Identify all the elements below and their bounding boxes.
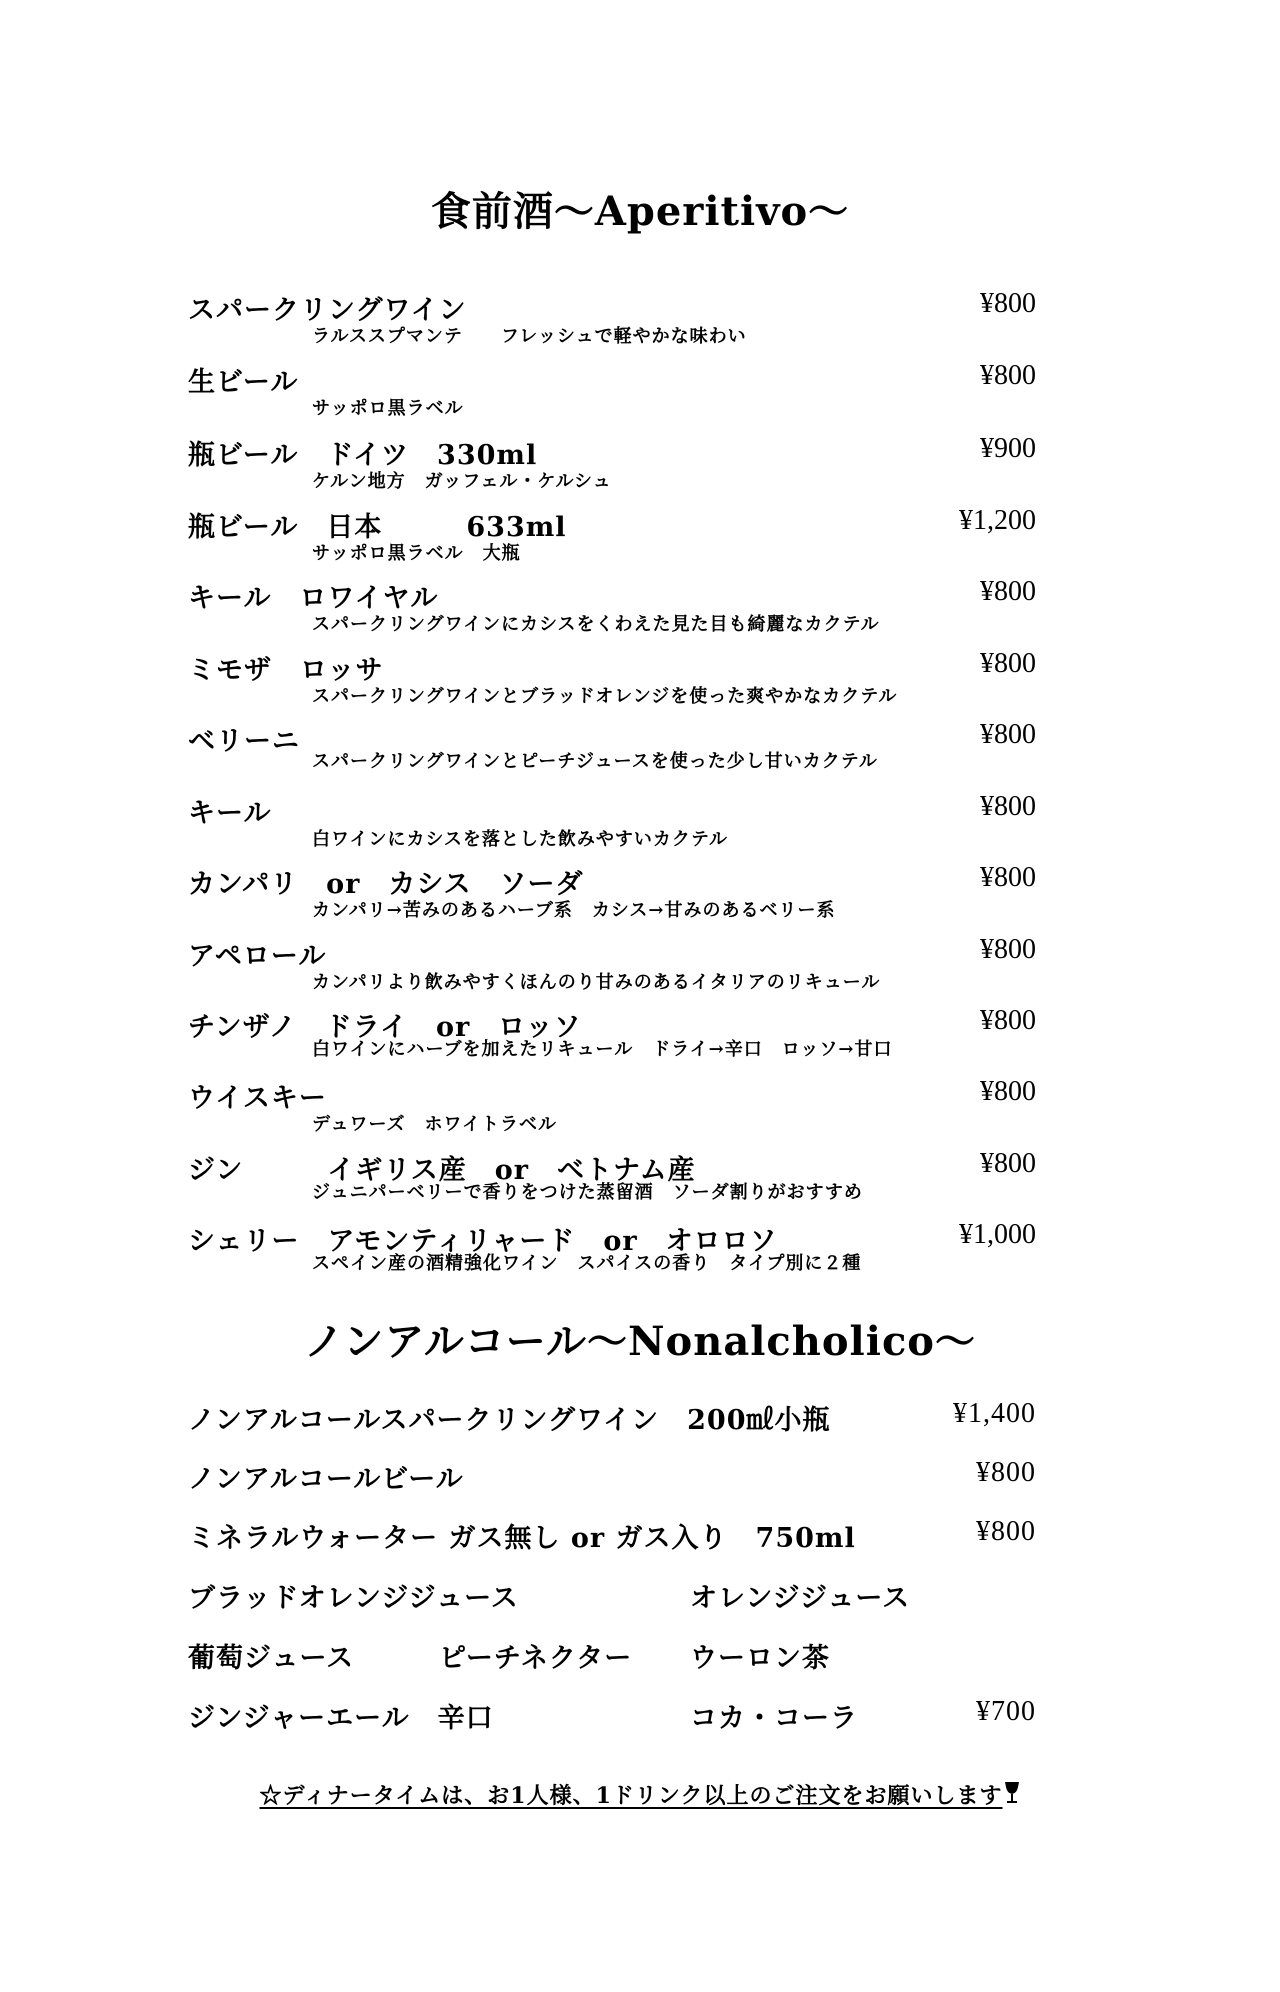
menu-item (188, 1005, 1048, 1075)
item-description: ジュニパーベリーで香りをつけた蒸留酒 ソーダ割りがおすすめ (312, 1182, 863, 1203)
item-name: キール (188, 798, 272, 829)
juice-row (188, 1576, 1048, 1616)
item-price: ¥1,000 (959, 1219, 1036, 1250)
menu-item (188, 862, 1048, 932)
item-price: ¥800 (980, 1005, 1036, 1036)
item-price: ¥800 (980, 862, 1036, 893)
item-name: ウイスキー (188, 1083, 327, 1114)
item-name: シェリー アモンティリャード or オロロソ (188, 1226, 778, 1257)
juice-item: ピーチネクター (439, 1643, 633, 1674)
juice-item: ブラッドオレンジジュース (188, 1583, 519, 1614)
item-price: ¥1,200 (959, 505, 1036, 536)
item-price: ¥800 (980, 360, 1036, 391)
menu-item (188, 1076, 1048, 1146)
juice-item: コカ・コーラ (690, 1703, 858, 1734)
menu-item (188, 433, 1048, 503)
menu-item (188, 719, 1048, 789)
juice-item: ジンジャーエール 辛口 (188, 1703, 494, 1734)
menu-item (188, 360, 1048, 430)
item-price: ¥1,400 (953, 1398, 1036, 1429)
menu-item (188, 791, 1048, 861)
item-description: ラルススプマンテ フレッシュで軽やかな味わい (312, 326, 747, 347)
item-name: ベリーニ (188, 726, 300, 757)
menu-item (188, 576, 1048, 646)
juice-item: ウーロン茶 (690, 1643, 830, 1674)
item-price: ¥800 (980, 934, 1036, 965)
juice-item: 葡萄ジュース (188, 1643, 355, 1674)
item-description: 白ワインにハーブを加えたリキュール ドライ→辛口 ロッソ→甘口 (312, 1039, 893, 1060)
nonalcholico-title: ノンアルコール〜Nonalcholico〜 (304, 1318, 976, 1365)
item-price: ¥800 (980, 648, 1036, 679)
item-name: キール ロワイヤル (188, 583, 439, 614)
item-name: ノンアルコールスパークリングワイン 200㎖小瓶 (188, 1405, 831, 1436)
menu-item (188, 505, 1048, 575)
item-price: ¥900 (980, 433, 1036, 464)
wine-glass-icon (1004, 1781, 1020, 1811)
item-name: 瓶ビール ドイツ 330ml (188, 440, 538, 471)
item-description: スペイン産の酒精強化ワイン スパイスの香り タイプ別に２種 (312, 1253, 862, 1274)
item-name: ジン イギリス産 or ベトナム産 (188, 1155, 696, 1186)
menu-item (188, 1457, 1048, 1497)
item-description: サッポロ黒ラベル 大瓶 (312, 543, 521, 564)
menu-item (188, 1516, 1048, 1556)
item-price: ¥800 (980, 288, 1036, 319)
item-name: アペロール (188, 941, 327, 972)
menu-item (188, 1398, 1048, 1438)
menu-item (188, 288, 1048, 358)
item-name: 瓶ビール 日本 633ml (188, 512, 567, 543)
item-description: 白ワインにカシスを落とした飲みやすいカクテル (312, 829, 729, 850)
item-name: 生ビール (188, 367, 299, 398)
juice-row (188, 1636, 1048, 1676)
item-description: スパークリングワインにカシスをくわえた見た目も綺麗なカクテル (312, 614, 880, 635)
juice-price: ¥700 (976, 1696, 1036, 1727)
item-price: ¥800 (980, 1076, 1036, 1107)
juice-item: オレンジジュース (690, 1583, 911, 1614)
item-price: ¥800 (980, 791, 1036, 822)
item-name: ミモザ ロッサ (188, 655, 384, 686)
item-description: スパークリングワインとブラッドオレンジを使った爽やかなカクテル (312, 686, 898, 707)
item-description: カンパリより飲みやすくほんのり甘みのあるイタリアのリキュール (312, 972, 881, 993)
item-name: チンザノ ドライ or ロッソ (188, 1012, 582, 1043)
item-price: ¥800 (980, 576, 1036, 607)
item-price: ¥800 (976, 1457, 1036, 1488)
item-name: カンパリ or カシス ソーダ (188, 869, 584, 900)
item-name: ミネラルウォーター ガス無し or ガス入り 750ml (188, 1523, 856, 1554)
item-price: ¥800 (976, 1516, 1036, 1547)
item-name: ノンアルコールビール (188, 1464, 464, 1495)
item-description: ケルン地方 ガッフェル・ケルシュ (312, 471, 612, 492)
aperitivo-title: 食前酒〜Aperitivo〜 (430, 188, 850, 235)
item-description: デュワーズ ホワイトラベル (312, 1114, 558, 1135)
dinner-notice (0, 1779, 1280, 1811)
item-price: ¥800 (980, 1148, 1036, 1179)
item-description: スパークリングワインとピーチジュースを使った少し甘いカクテル (312, 751, 878, 772)
menu-item (188, 1148, 1048, 1218)
menu-item (188, 648, 1048, 718)
item-name: スパークリングワイン (188, 295, 467, 326)
menu-item (188, 1219, 1048, 1289)
notice-text: ☆ディナータイムは、お1人様、1ドリンク以上のご注文をお願いします (259, 1783, 1003, 1809)
item-price: ¥800 (980, 719, 1036, 750)
item-description: カンパリ→苦みのあるハーブ系 カシス→甘みのあるベリー系 (312, 900, 836, 921)
item-description: サッポロ黒ラベル (312, 398, 464, 419)
juice-row (188, 1696, 1048, 1736)
menu-item (188, 934, 1048, 1004)
